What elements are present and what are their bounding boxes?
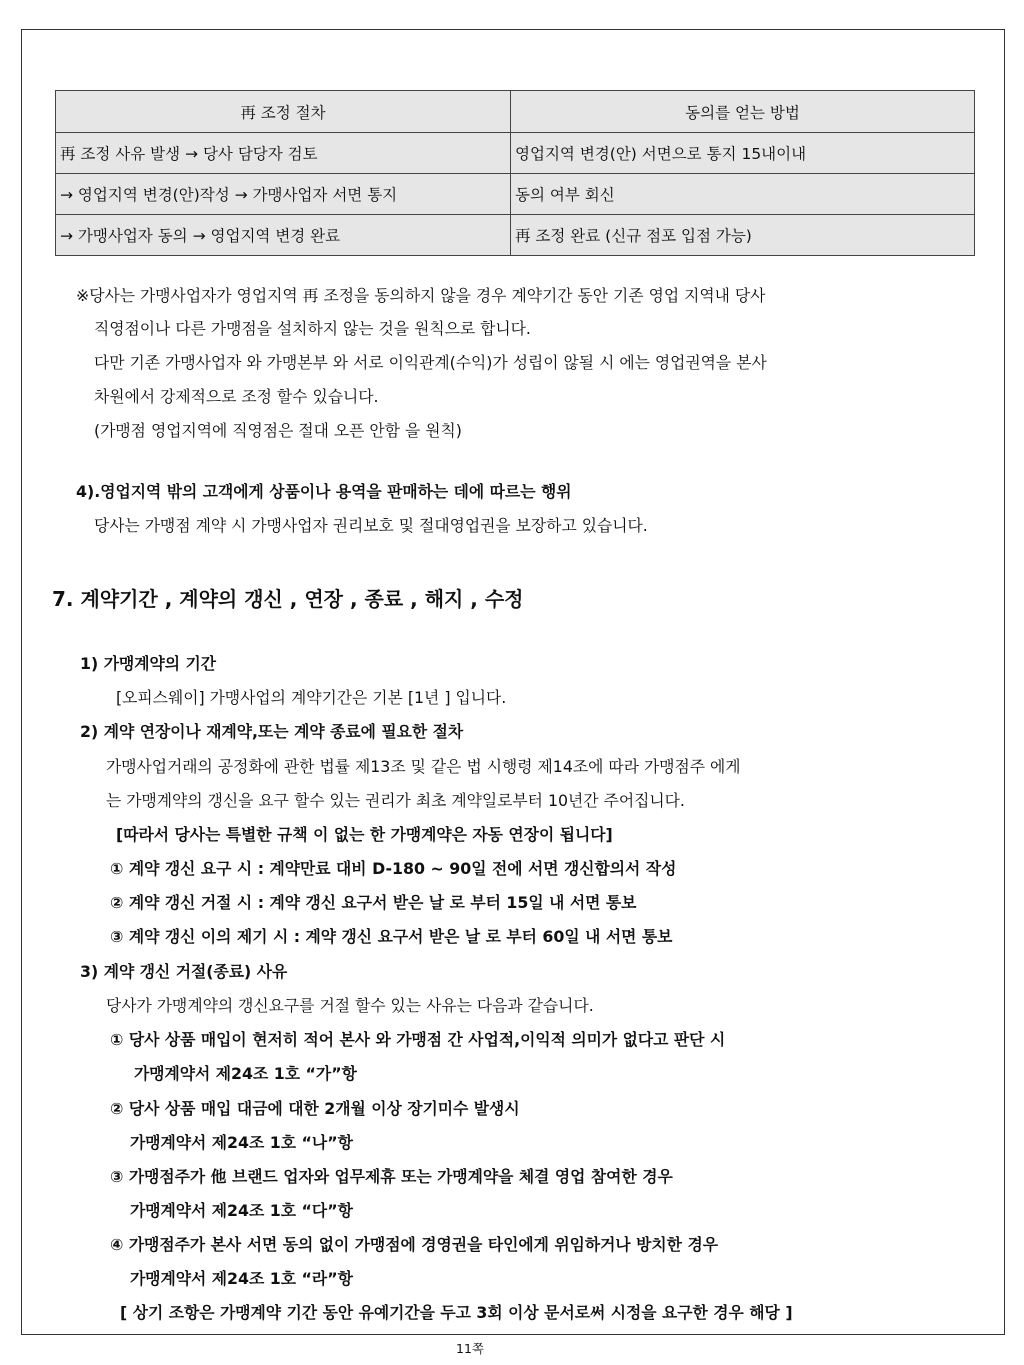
subsection-4-text: 당사는 가맹점 계약 시 가맹사업자 권리보호 및 절대영업권을 보장하고 있습니다. xyxy=(94,516,648,535)
clause-3-item-ref: 가맹계약서 제24조 1호 “라”항 xyxy=(130,1269,353,1288)
table-cell: 再 조정 완료 (신규 점포 입점 가능) xyxy=(511,215,975,256)
clause-3-item: ④ 가맹점주가 본사 서면 동의 없이 가맹점에 경영권을 타인에게 위임하거나 방치한 경우 xyxy=(110,1235,718,1254)
clause-3-bracket: [ 상기 조항은 가맹계약 기간 동안 유예기간을 두고 3회 이상 문서로써 시정을 요구한 경우 해당 ] xyxy=(120,1303,793,1322)
table-cell: → 가맹사업자 동의 → 영업지역 변경 완료 xyxy=(56,215,511,256)
clause-3-item-ref: 가맹계약서 제24조 1호 “나”항 xyxy=(130,1133,353,1152)
note-line: 다만 기존 가맹사업자 와 가맹본부 와 서로 이익관계(수익)가 성립이 않될 시 에는 영업권역을 본사 xyxy=(94,353,767,372)
note-line: 차원에서 강제적으로 조정 할수 있습니다. xyxy=(94,387,379,406)
table-cell: 영업지역 변경(안) 서면으로 통지 15내이내 xyxy=(511,133,975,174)
clause-3-item-ref: 가맹계약서 제24조 1호 “다”항 xyxy=(130,1201,353,1220)
clause-3-item: ③ 가맹점주가 他 브랜드 업자와 업무제휴 또는 가맹계약을 체결 영업 참여한 경우 xyxy=(110,1167,673,1186)
subsection-4-title: 4).영업지역 밖의 고객에게 상품이나 용역을 판매하는 데에 따르는 행위 xyxy=(76,482,572,501)
clause-2-item: ① 계약 갱신 요구 시 : 계약만료 대비 D-180 ~ 90일 전에 서면 갱신합의서 작성 xyxy=(110,859,677,878)
table-row xyxy=(56,215,975,256)
clause-2-bracket: [따라서 당사는 특별한 규책 이 없는 한 가맹계약은 자동 연장이 됩니다] xyxy=(116,825,613,844)
table-cell: 再 조정 사유 발생 → 당사 담당자 검토 xyxy=(56,133,511,174)
clause-1-text: [오피스웨이] 가맹사업의 계약기간은 기본 [1년 ] 입니다. xyxy=(116,688,507,707)
clause-2-text: 는 가맹계약의 갱신을 요구 할수 있는 권리가 최초 계약일로부터 10년간 주어집니다. xyxy=(106,791,685,810)
note-line: ※당사는 가맹사업자가 영업지역 再 조정을 동의하지 않을 경우 계약기간 동안 기존 영업 지역내 당사 xyxy=(76,286,766,305)
note-line: 직영점이나 다른 가맹점을 설치하지 않는 것을 원칙으로 합니다. xyxy=(94,319,531,338)
clause-2-item: ② 계약 갱신 거절 시 : 계약 갱신 요구서 받은 날 로 부터 15일 내 서면 통보 xyxy=(110,893,637,912)
table-cell: → 영업지역 변경(안)작성 → 가맹사업자 서면 통지 xyxy=(56,174,511,215)
table-cell: 동의 여부 회신 xyxy=(511,174,975,215)
clause-3-title: 3) 계약 갱신 거절(종료) 사유 xyxy=(80,962,288,981)
table-header-row xyxy=(56,91,975,133)
clause-1-title: 1) 가맹계약의 기간 xyxy=(80,654,217,673)
table-row xyxy=(56,174,975,215)
clause-2-text: 가맹사업거래의 공정화에 관한 법률 제13조 및 같은 법 시행령 제14조에 따라 가맹점주 에게 xyxy=(106,757,741,776)
page-number: 11쪽 xyxy=(456,1341,484,1356)
procedure-table xyxy=(55,90,975,256)
table-header-cell: 동의를 얻는 방법 xyxy=(511,91,975,133)
note-line: (가맹점 영업지역에 직영점은 절대 오픈 안함 을 원칙) xyxy=(94,421,462,440)
table-row xyxy=(56,133,975,174)
table-header-cell: 再 조정 절차 xyxy=(56,91,511,133)
section-7-title: 7. 계약기간 , 계약의 갱신 , 연장 , 종료 , 해지 , 수정 xyxy=(52,587,524,611)
clause-2-item: ③ 계약 갱신 이의 제기 시 : 계약 갱신 요구서 받은 날 로 부터 60일 내 서면 통보 xyxy=(110,927,673,946)
clause-2-title: 2) 계약 연장이나 재계약,또는 계약 종료에 필요한 절차 xyxy=(80,722,464,741)
clause-3-item: ① 당사 상품 매입이 현저히 적어 본사 와 가맹점 간 사업적,이익적 의미가 없다고 판단 시 xyxy=(110,1030,726,1049)
clause-3-item-ref: 가맹계약서 제24조 1호 “가”항 xyxy=(134,1064,357,1083)
clause-3-item: ② 당사 상품 매입 대금에 대한 2개월 이상 장기미수 발생시 xyxy=(110,1099,520,1118)
clause-3-text: 당사가 가맹계약의 갱신요구를 거절 할수 있는 사유는 다음과 같습니다. xyxy=(106,996,594,1015)
